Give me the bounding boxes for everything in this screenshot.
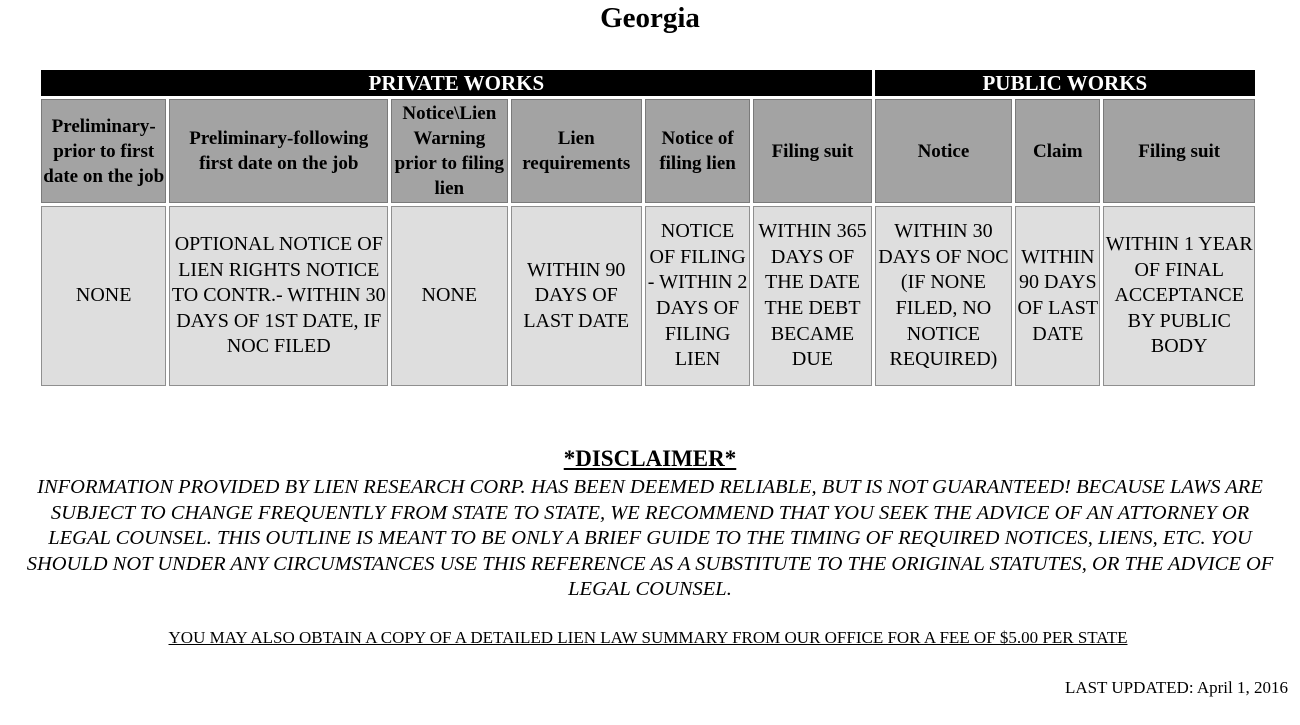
- cell-public-filing-suit: WITHIN 1 YEAR OF FINAL ACCEPTANCE BY PUBLIC BODY: [1103, 206, 1255, 386]
- header-preliminary-following: Preliminary-following first date on the job: [169, 99, 388, 203]
- header-public-claim: Claim: [1015, 99, 1100, 203]
- table-row: [41, 206, 1255, 386]
- disclaimer-title: *DISCLAIMER*: [563, 446, 737, 471]
- section-private-works: PRIVATE WORKS: [41, 70, 872, 96]
- page-title: Georgia: [600, 2, 700, 34]
- header-notice-of-filing-lien: Notice of filing lien: [645, 99, 750, 203]
- header-preliminary-prior: Preliminary-prior to first date on the job: [41, 99, 166, 203]
- header-notice-lien-warning: Notice\Lien Warning prior to filing lien: [391, 99, 507, 203]
- cell-notice-lien-warning: NONE: [391, 206, 507, 386]
- header-public-notice: Notice: [875, 99, 1012, 203]
- cell-preliminary-following: OPTIONAL NOTICE OF LIEN RIGHTS NOTICE TO CONTR.- WITHIN 30 DAYS OF 1ST DATE, IF NOC FILED: [169, 206, 388, 386]
- last-updated: LAST UPDATED: April 1, 2016: [1064, 678, 1288, 697]
- cell-preliminary-prior: NONE: [41, 206, 166, 386]
- header-public-filing-suit: Filing suit: [1103, 99, 1255, 203]
- cell-public-claim: WITHIN 90 DAYS OF LAST DATE: [1015, 206, 1100, 386]
- cell-lien-requirements: WITHIN 90 DAYS OF LAST DATE: [511, 206, 642, 386]
- cell-private-filing-suit: WITHIN 365 DAYS OF THE DATE THE DEBT BECAME DUE: [753, 206, 871, 386]
- cell-public-notice: WITHIN 30 DAYS OF NOC (IF NONE FILED, NO NOTICE REQUIRED): [875, 206, 1012, 386]
- lien-law-table: [38, 67, 1258, 389]
- header-lien-requirements: Lien requirements: [511, 99, 642, 203]
- header-private-filing-suit: Filing suit: [753, 99, 871, 203]
- fee-note: YOU MAY ALSO OBTAIN A COPY OF A DETAILED LIEN LAW SUMMARY FROM OUR OFFICE FOR A FEE OF $5.00 PER STATE: [168, 628, 1128, 647]
- cell-notice-of-filing-lien: NOTICE OF FILING - WITHIN 2 DAYS OF FILING LIEN: [645, 206, 750, 386]
- section-public-works: PUBLIC WORKS: [875, 70, 1255, 96]
- disclaimer-text: INFORMATION PROVIDED BY LIEN RESEARCH CORP. HAS BEEN DEEMED RELIABLE, BUT IS NOT GUARANTEED! BECAUSE LAWS ARE SUBJECT TO CHANGE FREQUENTLY FROM STATE TO STATE, WE RECOMMEND THAT YOU SEEK THE ADVICE OF AN ATTORNEY OR LEGAL COUNSEL. THIS OUTLINE IS MEANT TO BE ONLY A BRIEF GUIDE TO THE TIMING OF REQUIRED NOTICES, LIENS, ETC. YOU SHOULD NOT UNDER ANY CIRCUMSTANCES USE THIS REFERENCE AS A SUBSTITUTE TO THE ORIGINAL STATUTES, OR THE ADVICE OF LEGAL COUNSEL.: [26, 476, 1274, 600]
